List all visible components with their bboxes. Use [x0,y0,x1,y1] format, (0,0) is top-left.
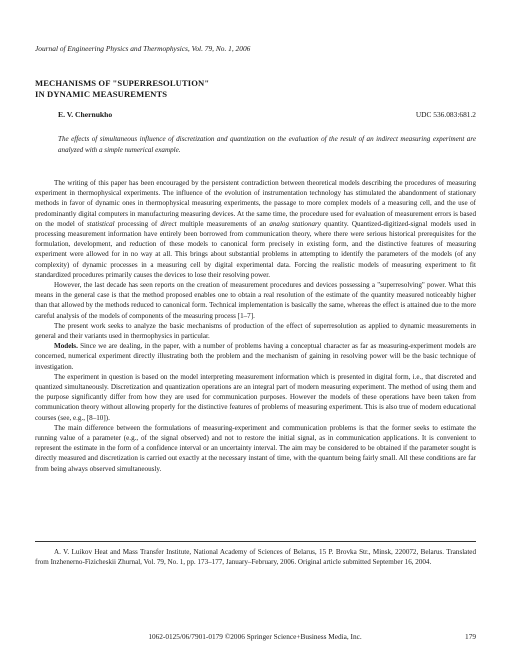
author-name: E. V. Chernukho [58,110,113,119]
paragraph-2: However, the last decade has seen reports on the creation of measurement procedures and devices possessing a "superresolving" power. What this means in the general case is that the method proposed enables one to obtain a real resolution of the estimate of the quantity measured noticeably higher than that allowed by the methods reduced to canonical form. Technical implementation is basically the same, whereas the effect is attained due to the more careful analysis of the models of components of the measuring process [1–7]. [35,281,476,320]
article-body [35,178,476,474]
affiliation-footnote: A. V. Luikov Heat and Mass Transfer Institute, National Academy of Sciences of Belarus, 15 P. Brovka Str., Minsk, 220072, Belarus. Translated from Inzhenerno-Fizicheskii Zhurnal, Vol. 79, No. 1, pp. 173–177, January–February, 2006. Original article submitted September 16, 2004. [35,548,476,567]
article-title [35,78,209,99]
p1-emphasis-direct: direct [160,219,177,228]
p1-emphasis-statistical: statistical [87,219,115,228]
p1-emphasis-analog-stationary: analog stationary [269,219,321,228]
abstract: The effects of simultaneous influence of discretization and quantization on the evaluation of the result of an indirect measuring experiment are analyzed with a simple numerical example. [58,135,476,154]
paragraph-3: The present work seeks to analyze the basic mechanisms of production of the effect of superresolution as applied to dynamic measurements in general and their variants used in thermophysics in particular. [35,321,476,341]
p1-text-c: multiple measurements of an [176,219,270,228]
paragraph-1 [35,178,476,280]
journal-header: Journal of Engineering Physics and Thermophysics, Vol. 79, No. 1, 2006 [35,44,251,53]
p4-text: Since we are dealing, in the paper, with a number of problems having a conceptual character as far as measuring-experiment models are concerned, numerical experiment directly illustrating both the problem and the mechanism of gaining in resolving power will be the basic technique of investigation. [35,342,476,371]
p1-text-d: quantity. Quantized-digitized-signal models used in processing measurement information have entirely been borrowed from communication theory, where there were serious historical prerequisites for the formulation, development, and reduction of these models to canonical form precisely in existing form, and the distinctive features of measuring experiment were allowed for in no way at all. This brings about substantial problems in attempting to identify the parameters of the models (of any complexity) of dynamic processes in a measuring cell by digital experimental data. Forcing the realistic models of measuring experiment to fit standardized procedures primarily causes the devices to lose their resolving power. [35,219,476,279]
footnote-divider [35,541,476,542]
copyright-line: 1062-0125/06/7901-0179 ©2006 Springer Science+Business Media, Inc. [148,632,362,641]
title-line-2: IN DYNAMIC MEASUREMENTS [35,88,168,99]
udc-code: UDC 536.083:681.2 [415,110,476,119]
section-heading-models: Models. [54,342,78,351]
p1-text-a: The writing of this paper has been encouraged by the persistent contradiction between theoretical models describing the procedures of measuring experiment in thermophysical experiments. The influence of the evolution of instrumentation technology has stimulated the abandonment of stationary methods in favor of dynamic ones in thermophysical measuring experiments, the passage to more complex models of a measuring cell, and the use of predominantly digital computers in manufacturing measuring devices. At the same time, the procedure used for evaluation of measurement errors is based on the model of [35,179,476,228]
page-number: 179 [465,632,476,641]
title-line-1: MECHANISMS OF "SUPERRESOLUTION" [35,78,210,88]
p1-text-b: processing of [114,219,161,228]
paragraph-6: The main difference between the formulations of measuring-experiment and communication problems is that the former seeks to estimate the running value of a parameter (e.g., of the signal observed) and not to restore the initial signal, as in communication applications. It is convenient to represent the estimate in the form of a confidence interval or an uncertainty interval. The aim may be considered to be obtained if the parameter sought is directly measured and discretization is carried out exactly at the necessary instant of time, with the quantum being fairly small. All these conditions are far from being always observed simultaneously. [35,423,476,473]
paragraph-4 [35,341,476,372]
paragraph-5: The experiment in question is based on the model interpreting measurement information which is presented in digital form, i.e., that discreted and quantized simultaneously. Discretization and quantization operations are an integral part of modern measuring experiment. The method of using them and the purpose significantly differ from how they are used for communication purposes. However the models of these operations have been taken from communication theory without allowing properly for the distinctive features of problems of measuring experiment. This is also true of modern educational courses (see, e.g., [8–10]). [35,372,476,422]
